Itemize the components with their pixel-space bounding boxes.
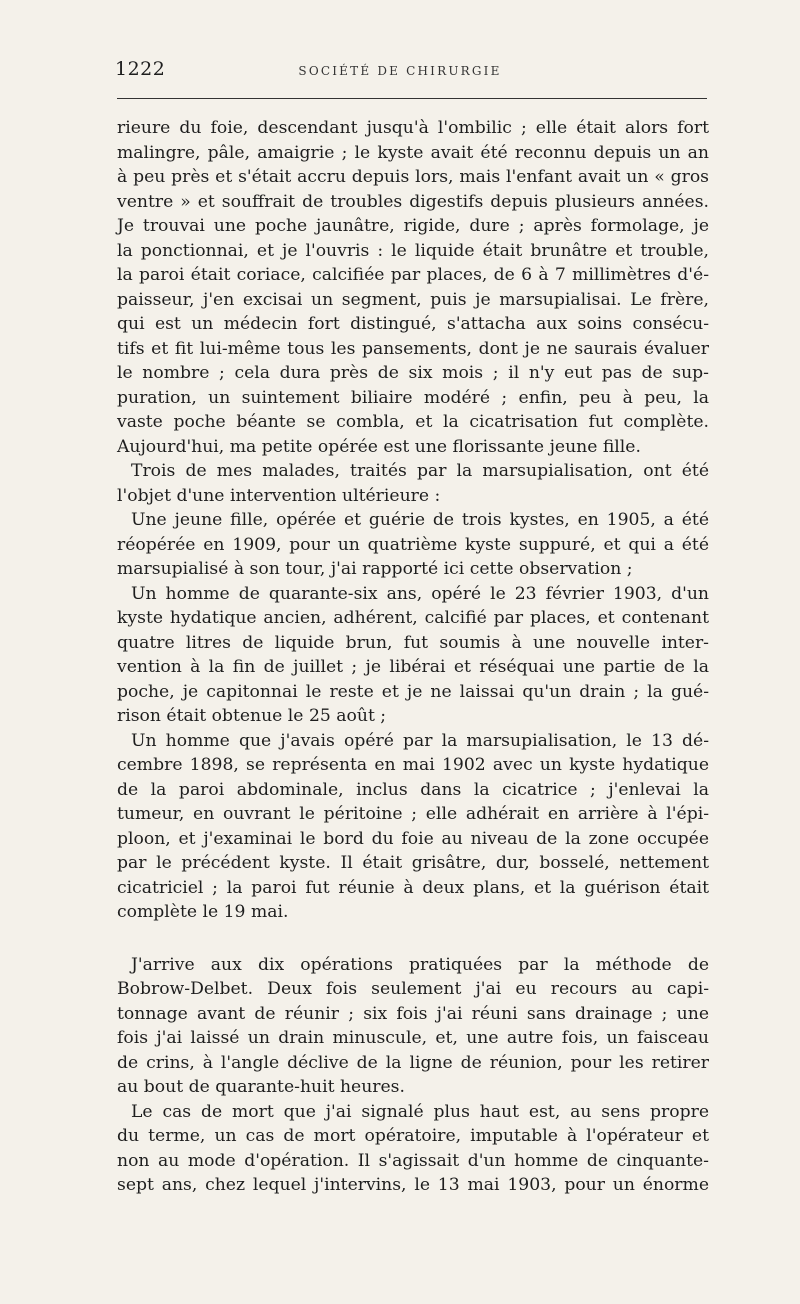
text-line: Un homme de quarante-six ans, opéré le 23 février 1903, d'un [131, 583, 709, 604]
text-line: malingre, pâle, amaigrie ; le kyste avait été reconnu depuis un an [117, 142, 709, 163]
text-line: le nombre ; cela dura près de six mois ; il n'y eut pas de sup- [117, 363, 709, 383]
text-line: la ponctionnai, et je l'ouvris : le liquide était brunâtre et trouble, [117, 240, 709, 261]
text-line: Un homme que j'avais opéré par la marsupialisation, le 13 dé- [131, 730, 709, 751]
section-gap [117, 925, 709, 953]
text-block-2 [117, 953, 709, 1198]
text-line: par le précédent kyste. Il était grisâtre, dur, bosselé, nettement [117, 853, 709, 873]
text-block-1 [117, 116, 709, 925]
text-line: Le cas de mort que j'ai signalé plus haut est, au sens propre [131, 1101, 709, 1122]
text-line: Bobrow-Delbet. Deux fois seulement j'ai eu recours au capi- [117, 979, 709, 999]
text-line: de la paroi abdominale, inclus dans la cicatrice ; j'enlevai la [117, 779, 709, 800]
text-line: paisseur, j'en excisai un segment, puis je marsupialisai. Le frère, [117, 289, 709, 310]
text-line: à peu près et s'était accru depuis lors, mais l'enfant avait un « gros [117, 167, 709, 187]
text-line: Une jeune fille, opérée et guérie de trois kystes, en 1905, a été [131, 510, 709, 530]
text-line: complète le 19 mai. [117, 902, 289, 922]
text-line: quatre litres de liquide brun, fut soumis à une nouvelle inter- [117, 632, 709, 653]
page-number: 1222 [115, 58, 166, 80]
text-line: J'arrive aux dix opérations pratiquées par la méthode de [131, 954, 709, 975]
text-line: Aujourd'hui, ma petite opérée est une florissante jeune fille. [117, 436, 641, 457]
text-line: tifs et fit lui-même tous les pansements, dont je ne saurais évaluer [117, 338, 709, 359]
text-line: kyste hydatique ancien, adhérent, calcifié par places, et contenant [117, 608, 709, 628]
text-line: du terme, un cas de mort opératoire, imputable à l'opérateur et [117, 1126, 709, 1146]
text-line: tonnage avant de réunir ; six fois j'ai réuni sans drainage ; une [117, 1003, 709, 1024]
running-title: SOCIÉTÉ DE CHIRURGIE [298, 64, 502, 78]
text-line: Trois de mes malades, traités par la marsupialisation, ont été [131, 461, 709, 481]
text-line: au bout de quarante-huit heures. [117, 1077, 405, 1097]
text-line: de crins, à l'angle déclive de la ligne de réunion, pour les retirer [117, 1052, 709, 1073]
text-line: sept ans, chez lequel j'intervins, le 13 mai 1903, pour un énorme [117, 1175, 709, 1195]
text-line: Je trouvai une poche jaunâtre, rigide, dure ; après formolage, je [117, 216, 709, 236]
text-line: vention à la fin de juillet ; je libérai et réséquai une partie de la [117, 657, 709, 677]
text-line: non au mode d'opération. Il s'agissait d'un homme de cinquante- [117, 1150, 709, 1171]
text-line: rison était obtenue le 25 août ; [117, 706, 387, 726]
text-line: qui est un médecin fort distingué, s'attacha aux soins consécu- [117, 314, 709, 334]
text-line: la paroi était coriace, calcifiée par places, de 6 à 7 millimètres d'é- [117, 265, 709, 285]
text-line: rieure du foie, descendant jusqu'à l'ombilic ; elle était alors fort [117, 118, 709, 138]
text-line: ventre » et souffrait de troubles digestifs depuis plusieurs années. [117, 191, 709, 212]
text-line: cicatriciel ; la paroi fut réunie à deux plans, et la guérison était [117, 877, 709, 898]
text-line: marsupialisé à son tour, j'ai rapporté ici cette observation ; [117, 559, 633, 579]
text-line: réopérée en 1909, pour un quatrième kyste suppuré, et qui a été [117, 534, 709, 555]
text-line: l'objet d'une intervention ultérieure : [117, 485, 441, 506]
text-line: cembre 1898, se représenta en mai 1902 avec un kyste hydatique [117, 755, 709, 775]
header-rule [117, 98, 707, 99]
body-text [117, 116, 709, 1198]
text-line: fois j'ai laissé un drain minuscule, et, une autre fois, un faisceau [117, 1028, 709, 1048]
text-line: puration, un suintement biliaire modéré ; enfin, peu à peu, la [117, 387, 709, 408]
text-line: poche, je capitonnai le reste et je ne laissai qu'un drain ; la gué- [117, 681, 709, 702]
text-line: tumeur, en ouvrant le péritoine ; elle adhérait en arrière à l'épi- [117, 804, 709, 824]
text-line: ploon, et j'examinai le bord du foie au niveau de la zone occupée [117, 828, 709, 849]
text-line: vaste poche béante se combla, et la cicatrisation fut complète. [117, 412, 709, 432]
